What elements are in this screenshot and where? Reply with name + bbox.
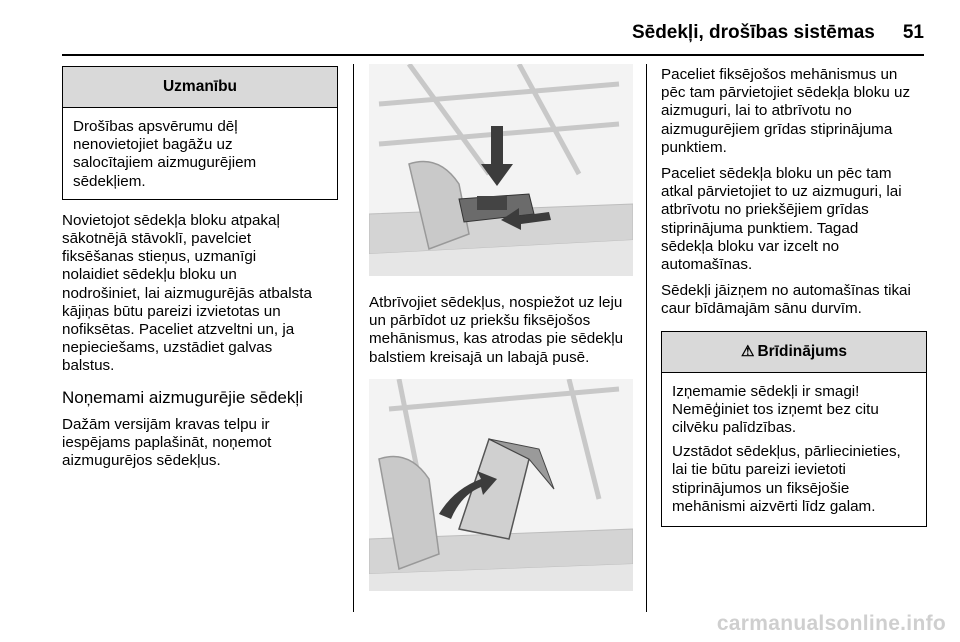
text-line: kājiņas būtu pareizi izvietotas un — [62, 302, 281, 320]
text-line: aizmugurējiem grīdas stiprinājuma — [661, 120, 893, 138]
text-line: sākotnējā stāvoklī, pavelciet — [62, 230, 252, 248]
warning-paragraph-1 — [672, 383, 916, 438]
seat-latch-illustration-1 — [369, 64, 633, 276]
text-line: mehānismi aizvērti līdz galam. — [672, 497, 876, 515]
page-header — [632, 22, 924, 44]
text-line: aizmuguri, lai to atbrīvotu no — [661, 102, 852, 120]
text-line: caur bīdāmajām sānu durvīm. — [661, 300, 862, 318]
warning-triangle-icon: ⚠ — [740, 342, 755, 360]
paragraph-lift-mechanism — [661, 66, 927, 157]
text-line: iespējams paplašināt, noņemot — [62, 433, 272, 451]
text-line: Dažām versijām kravas telpu ir — [62, 415, 270, 433]
text-line: aizmugurējos sēdekļus. — [62, 452, 221, 470]
text-line: stiprinājumos un fiksējošie — [672, 479, 850, 497]
text-line: nofiksētas. Paceliet atzveltni un, ja — [62, 321, 295, 339]
text-line: balstus. — [62, 357, 115, 375]
right-column — [661, 66, 927, 527]
text-line: sēdekļa bloku var izcelt no — [661, 237, 840, 255]
left-column — [62, 66, 338, 478]
text-line: nolaidiet sēdekļu bloku un — [62, 266, 237, 284]
text-line: Atbrīvojiet sēdekļus, nospiežot uz leju — [369, 294, 623, 311]
caution-line: salocītajiem aizmugurējiem — [73, 154, 257, 172]
text-line: atkal pārvietojiet to uz aizmuguri, lai — [661, 183, 902, 201]
page-number: 51 — [902, 22, 924, 43]
text-line: mehānismus, kas atrodas pie sēdekļu — [369, 330, 624, 348]
text-line: Sēdekļi jāizņem no automašīnas tikai — [661, 282, 911, 300]
paragraph-removable-seats — [62, 416, 338, 471]
text-line: Novietojot sēdekļa bloku atpakaļ — [62, 211, 280, 229]
text-line: Nemēģiniet tos izņemt bez citu — [672, 400, 879, 418]
page-title: Sēdekļi, drošības sistēmas — [631, 22, 875, 43]
watermark: carmanualsonline.info — [716, 612, 946, 635]
paragraph-seat-return — [62, 212, 338, 376]
caution-line: nenovietojiet bagāžu uz — [73, 136, 233, 154]
caution-line: Drošības apsvērumu dēļ — [73, 118, 238, 135]
header-rule — [62, 54, 924, 56]
text-line: stiprinājuma punktiem. Tagad — [661, 219, 859, 237]
text-line: automašīnas. — [661, 256, 753, 274]
caution-line: sēdekļiem. — [73, 172, 146, 190]
text-line: Paceliet fiksējošos mehānismus un — [661, 66, 898, 83]
text-line: lai tie būtu pareizi ievietoti — [672, 461, 846, 479]
middle-column — [369, 64, 635, 591]
text-line: Paceliet sēdekļa bloku un pēc tam — [661, 165, 892, 183]
caution-title: Uzmanību — [63, 67, 337, 108]
text-line: un pārbīdot uz priekšu fiksējošos — [369, 312, 591, 330]
text-line: pēc tam pārvietojiet sēdekļa bloku uz — [661, 84, 911, 102]
text-line: fiksēšanas stieņus, uzmanīgi — [62, 248, 257, 266]
text-line: punktiem. — [661, 138, 727, 156]
text-line: cilvēku palīdzības. — [672, 419, 797, 437]
text-line: balstiem kreisajā un labajā pusē. — [369, 348, 590, 366]
paragraph-lift-seat — [661, 165, 927, 274]
text-line: Izņemamie sēdekļi ir smagi! — [672, 382, 860, 400]
warning-paragraph-2 — [672, 443, 916, 516]
column-divider-1 — [353, 64, 354, 612]
seat-latch-illustration-2 — [369, 379, 633, 591]
figure-caption — [369, 294, 635, 367]
paragraph-sliding-door — [661, 282, 927, 318]
column-divider-2 — [646, 64, 647, 612]
warning-title: Brīdinājums — [757, 342, 848, 360]
section-heading: Noņemami aizmugurējie sēdekļi — [62, 387, 303, 407]
caution-box — [62, 66, 338, 200]
text-line: nodrošiniet, lai aizmugurējās atbalsta — [62, 284, 312, 302]
warning-box — [661, 331, 927, 527]
text-line: nepieciešams, uzstādiet galvas — [62, 339, 273, 357]
text-line: atbrīvotu no priekšējiem grīdas — [661, 201, 869, 219]
warning-header — [662, 332, 926, 373]
text-line: Uzstādot sēdekļus, pārliecinieties, — [672, 443, 901, 461]
